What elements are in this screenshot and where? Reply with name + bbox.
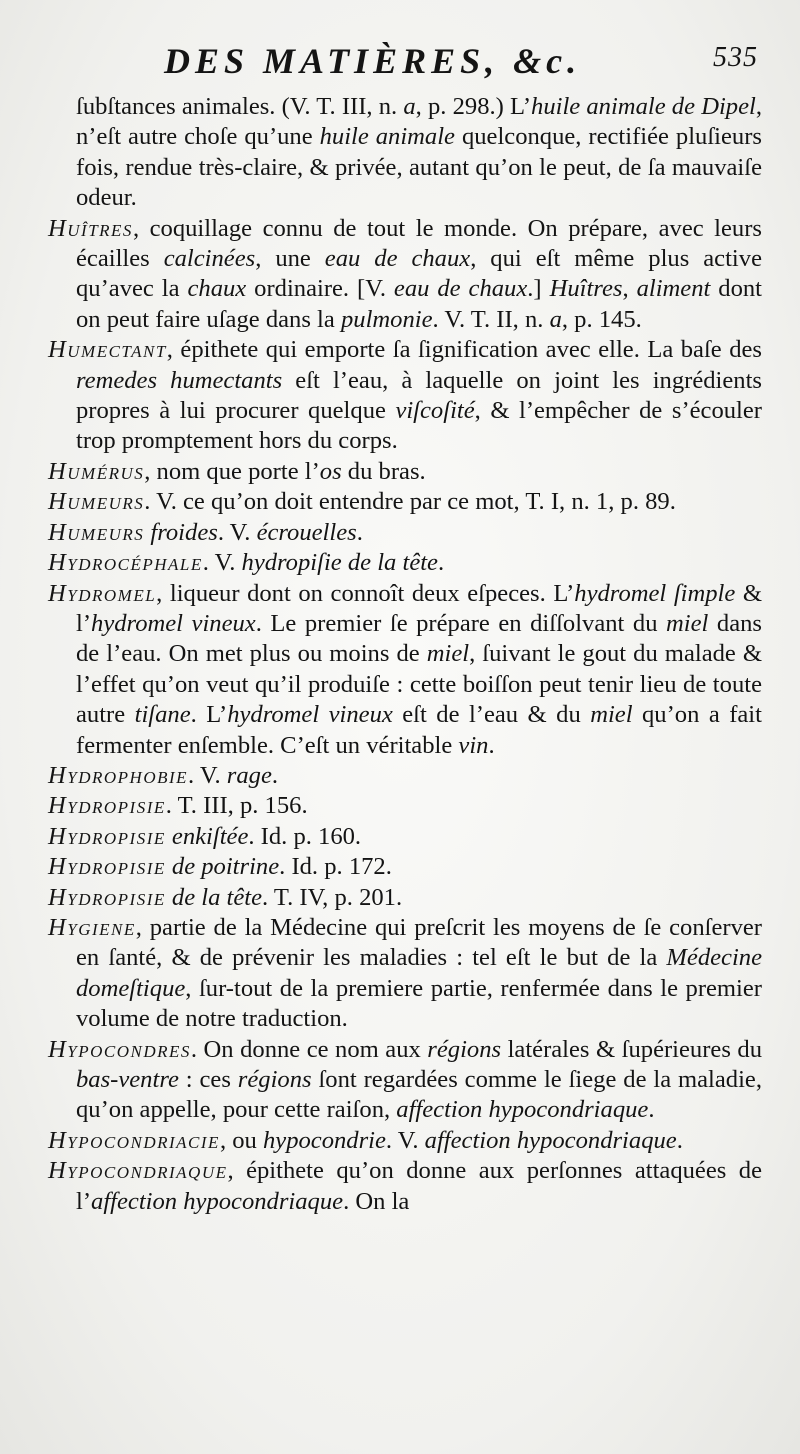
index-entry xyxy=(48,1126,762,1156)
headword: Humérus xyxy=(48,457,145,485)
headword: Hydropisie xyxy=(48,792,166,820)
entry-text: . xyxy=(488,731,495,759)
italic-text: de la tête xyxy=(165,883,263,911)
index-entry xyxy=(48,913,762,1035)
index-entry xyxy=(48,761,762,791)
entry-text: qu’on a fait fermenter enſemble. C’eſt un véritable xyxy=(76,701,762,759)
italic-text: vin xyxy=(458,731,489,759)
entry-text: .] xyxy=(527,275,550,303)
italic-text: calcinées xyxy=(163,245,256,273)
headword: Humeurs xyxy=(48,518,145,546)
italic-text: hydromel vineux xyxy=(91,609,256,637)
italic-text: régions xyxy=(237,1066,312,1093)
index-entries xyxy=(48,92,762,1217)
entry-text: , coquillage connu de tout le monde. On prépare, avec leurs écailles xyxy=(76,214,762,273)
italic-text: Huîtres xyxy=(549,275,623,303)
index-entry xyxy=(48,579,762,761)
index-entry xyxy=(48,548,762,578)
entry-text: . T. IV, p. 201. xyxy=(262,883,403,911)
entry-text: dont on peut faire uſage dans la xyxy=(76,275,763,333)
headword: Hydropisie xyxy=(48,853,166,881)
italic-text: miel xyxy=(426,640,470,668)
entry-text: . Id. p. 160. xyxy=(248,822,362,850)
entry-text: quelconque, rectifiée pluſieurs fois, rendue très-claire, & privée, autant qu’on le peut, de ſa mauvaiſe odeur. xyxy=(76,123,762,212)
entry-text: . V. xyxy=(385,1126,425,1154)
italic-text: régions xyxy=(427,1035,502,1063)
italic-text: de poitrine xyxy=(165,853,280,881)
entry-text: eſt l’eau, à laquelle on joint les ingrédients propres à lui procurer quelque xyxy=(76,366,762,425)
italic-text: tiſane xyxy=(134,701,191,729)
italic-text: affection hypocondriaque xyxy=(396,1096,649,1124)
entry-text: . V. xyxy=(202,549,242,577)
entry-text: : ces xyxy=(178,1066,238,1093)
index-entry xyxy=(48,1035,762,1126)
entry-text: , ou xyxy=(219,1126,263,1154)
entry-text: , partie de la Médecine qui preſcrit les moyens de ſe conſerver en ſanté, & de prévenir les maladies : tel eſt le but de la xyxy=(76,913,762,972)
entry-text: eſt de l’eau & du xyxy=(392,701,591,729)
entry-text: , n’eſt autre choſe qu’une xyxy=(76,93,762,151)
italic-text: pulmonie xyxy=(340,305,433,333)
index-entry xyxy=(48,335,762,457)
headword: Hygiene xyxy=(48,913,136,941)
entry-text: dans de l’eau. On met plus ou moins de xyxy=(76,609,762,668)
entry-text: . xyxy=(356,518,363,546)
headword: Hydrophobie xyxy=(48,761,189,789)
entry-text: . V. xyxy=(217,518,257,546)
italic-text: hypocondrie xyxy=(262,1126,386,1154)
index-entry xyxy=(48,852,762,882)
entry-text: , qui eſt même plus active qu’avec la xyxy=(76,245,762,303)
page-number: 535 xyxy=(713,42,758,73)
running-title: DES MATIÈRES, &c. xyxy=(164,41,582,81)
entry-text: , ſur-tout de la premiere partie, renfermée dans le premier volume de notre traduction. xyxy=(76,974,762,1033)
entry-text: ſont regardées comme le ſiege de la maladie, qu’on appelle, pour cette raiſon, xyxy=(76,1066,762,1124)
index-entry xyxy=(48,791,762,821)
index-entry xyxy=(48,457,762,487)
italic-text: Médecine domeſtique xyxy=(76,944,762,1002)
italic-text: miel xyxy=(590,701,633,729)
headword: Hydropisie xyxy=(48,822,166,850)
italic-text: rage xyxy=(226,761,272,789)
headword: Hypocondres xyxy=(48,1035,191,1063)
index-entry xyxy=(48,214,762,336)
index-entry xyxy=(48,487,762,517)
italic-text: hydromel vineux xyxy=(227,701,393,729)
italic-text: os xyxy=(319,457,342,485)
italic-text: hydromel ſimple xyxy=(574,579,736,607)
italic-text: viſcoſité xyxy=(395,397,475,425)
italic-text: chaux xyxy=(187,275,247,303)
headword: Hypocondriacie xyxy=(48,1126,220,1154)
italic-text: affection hypocondriaque xyxy=(91,1187,344,1215)
headword: Humectant xyxy=(48,336,167,364)
entry-text: , épithete qu’on donne aux perſonnes attaquées de l’ xyxy=(76,1157,762,1215)
headword: Hydromel xyxy=(48,579,157,607)
italic-text: a xyxy=(403,93,416,120)
entry-text: ſubſtances animales. (V. T. III, n. xyxy=(76,93,404,120)
headword: Hypocondriaque xyxy=(48,1157,228,1185)
running-header xyxy=(48,40,762,92)
entry-text: , liqueur dont on connoît deux eſpeces. L’ xyxy=(156,579,575,607)
italic-text: a xyxy=(549,305,562,333)
italic-text: aliment xyxy=(636,275,711,303)
entry-text: & l’ xyxy=(76,579,762,637)
entry-text: . L’ xyxy=(190,701,228,729)
index-entry xyxy=(48,883,762,913)
italic-text: enkiſtée xyxy=(165,822,249,850)
headword: Hydropisie xyxy=(48,883,166,911)
entry-text: . xyxy=(648,1096,655,1124)
italic-text: huile animale de Dipel xyxy=(531,93,756,120)
italic-text: froides xyxy=(144,518,218,546)
entry-text: , épithete qui emporte ſa ſignification avec elle. La baſe des xyxy=(166,336,762,364)
italic-text: hydropiſie de la tête xyxy=(241,549,438,577)
entry-text: . V. xyxy=(188,761,227,789)
italic-text: eau de chaux xyxy=(324,245,471,273)
index-entry xyxy=(48,1156,762,1217)
entry-text: , une xyxy=(255,245,325,273)
entry-text: latérales & ſupérieures du xyxy=(501,1035,762,1063)
italic-text: écrouelles xyxy=(256,518,357,546)
entry-text: , nom que porte l’ xyxy=(144,457,320,485)
index-entry-continued xyxy=(48,92,762,214)
italic-text: bas-ventre xyxy=(76,1066,179,1093)
entry-text: , p. 298.) L’ xyxy=(415,93,532,120)
entry-text: . Id. p. 172. xyxy=(279,853,392,881)
entry-text: . T. III, p. 156. xyxy=(165,792,308,820)
entry-text: . Le premier ſe prépare en diſſolvant du xyxy=(255,609,667,637)
entry-text: . V. T. II, n. xyxy=(432,305,550,333)
italic-text: remedes humectants xyxy=(76,366,283,394)
headword: Huîtres xyxy=(48,214,133,242)
italic-text: affection hypocondriaque xyxy=(424,1126,677,1154)
italic-text: huile animale xyxy=(319,123,455,151)
entry-text: du bras. xyxy=(341,457,426,485)
entry-text: . V. ce qu’on doit entendre par ce mot, T. I, n. 1, p. 89. xyxy=(144,488,676,516)
italic-text: miel xyxy=(666,609,709,637)
entry-text: , ſuivant le gout du malade & l’effet qu’on veut qu’il produiſe : cette boiſſon peut tenir lieu de toute autre xyxy=(76,640,762,729)
entry-text: . xyxy=(437,549,445,577)
headword: Hydrocéphale xyxy=(48,549,203,577)
italic-text: eau de chaux xyxy=(393,275,528,303)
index-entry xyxy=(48,518,762,548)
entry-text: . xyxy=(271,761,279,789)
entry-text: , & l’empêcher de s’écouler trop promptement hors du corps. xyxy=(76,397,762,455)
index-entry xyxy=(48,822,762,852)
entry-text: . On la xyxy=(343,1187,410,1215)
headword: Humeurs xyxy=(48,488,145,516)
entry-text: . xyxy=(676,1126,683,1154)
entry-text: ordinaire. [V. xyxy=(246,275,394,303)
entry-text: , p. 145. xyxy=(561,305,642,333)
entry-text: , xyxy=(622,275,637,303)
entry-text: . On donne ce nom aux xyxy=(190,1035,428,1063)
